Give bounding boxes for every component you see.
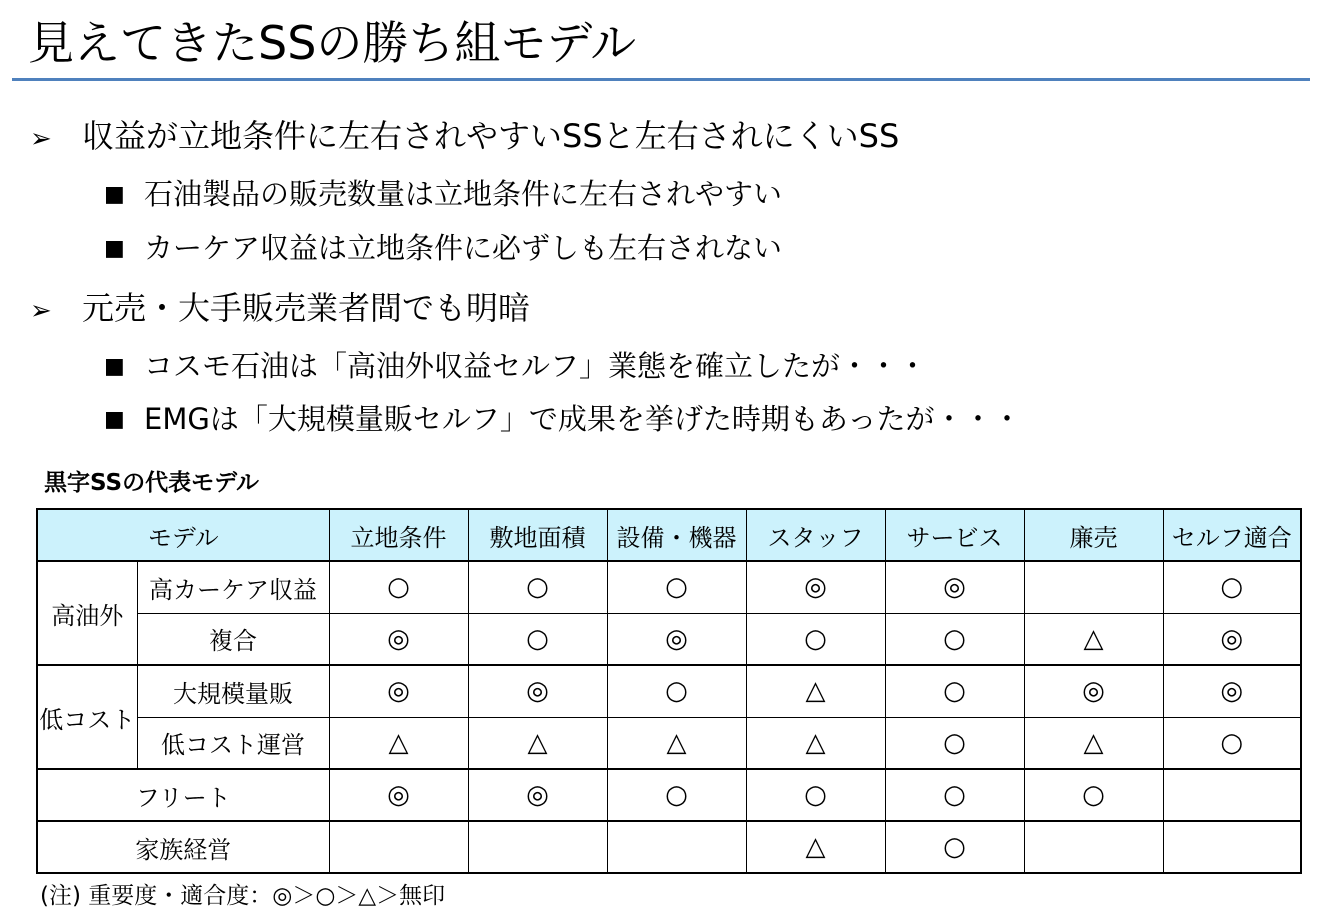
table-cell: [1163, 821, 1301, 873]
bullet-1: [30, 116, 899, 159]
bullet-1-2: [104, 229, 782, 268]
table-row: [37, 665, 1301, 717]
table-cell: [329, 821, 468, 873]
square-bullet-icon: ■: [104, 354, 125, 379]
table-cell: ○: [746, 769, 885, 821]
table-cell: ◎: [329, 665, 468, 717]
bullet-2-2-text: EMGは「大規模量販セルフ」で成果を挙げた時期もあったが・・・: [144, 402, 1022, 436]
table-cell: [468, 821, 607, 873]
table-header-row: [37, 509, 1301, 561]
table-cell: ○: [885, 769, 1024, 821]
table-cell: ○: [607, 665, 746, 717]
table-cell: ◎: [329, 769, 468, 821]
table-cell: ○: [1163, 561, 1301, 613]
header-service: サービス: [885, 509, 1024, 561]
table-cell: ○: [468, 613, 607, 665]
table-cell: △: [746, 665, 885, 717]
table-cell: ◎: [1024, 665, 1163, 717]
table-cell: ◎: [1163, 613, 1301, 665]
table-cell: ○: [468, 561, 607, 613]
table-cell: ◎: [329, 613, 468, 665]
header-discount: 廉売: [1024, 509, 1163, 561]
table-row: [37, 769, 1301, 821]
table-row: [37, 613, 1301, 665]
table-cell: [1024, 821, 1163, 873]
header-staff: スタッフ: [746, 509, 885, 561]
square-bullet-icon: ■: [104, 236, 125, 261]
arrow-bullet-icon: ➢: [30, 124, 52, 154]
bullet-2-2: [104, 400, 1022, 439]
table-caption: 黒字SSの代表モデル: [44, 470, 259, 496]
row-label: 低コスト運営: [137, 717, 329, 769]
table-cell: ○: [885, 665, 1024, 717]
bullet-2-1-text: コスモ石油は「高油外収益セルフ」業態を確立したが・・・: [144, 349, 928, 383]
arrow-bullet-icon: ➢: [30, 296, 52, 326]
bullet-2-text: 元売・大手販売業者間でも明暗: [82, 289, 531, 327]
bullet-1-text: 収益が立地条件に左右されやすいSSと左右されにくいSS: [82, 117, 900, 155]
table-cell: ○: [746, 613, 885, 665]
square-bullet-icon: ■: [104, 407, 125, 432]
table-cell: △: [468, 717, 607, 769]
header-self-fit: セルフ適合: [1163, 509, 1301, 561]
table-cell: ○: [607, 561, 746, 613]
table-cell: [1024, 561, 1163, 613]
header-equipment: 設備・機器: [607, 509, 746, 561]
bullet-1-1-text: 石油製品の販売数量は立地条件に左右されやすい: [144, 177, 783, 211]
table-row: [37, 561, 1301, 613]
table-cell: △: [1024, 613, 1163, 665]
table-cell: △: [329, 717, 468, 769]
table-cell: △: [746, 821, 885, 873]
title-underline: [12, 78, 1310, 81]
table-cell: ◎: [468, 769, 607, 821]
table-cell: ◎: [1163, 665, 1301, 717]
model-matrix-table: [36, 508, 1302, 874]
table-cell: ○: [885, 613, 1024, 665]
table-cell: △: [1024, 717, 1163, 769]
table-cell: ◎: [607, 613, 746, 665]
bullet-2: [30, 288, 530, 331]
row-label: 大規模量販: [137, 665, 329, 717]
row-label: 高カーケア収益: [137, 561, 329, 613]
table-cell: ○: [607, 769, 746, 821]
bullet-1-2-text: カーケア収益は立地条件に必ずしも左右されない: [144, 231, 783, 265]
group-label-high-oil: 高油外: [37, 561, 137, 665]
table-cell: [607, 821, 746, 873]
table-cell: ◎: [746, 561, 885, 613]
table-cell: ◎: [885, 561, 1024, 613]
bullet-2-1: [104, 347, 927, 386]
slide-title: 見えてきたSSの勝ち組モデル: [28, 16, 637, 70]
legend-note: (注) 重要度・適合度：◎＞○＞△＞無印: [40, 883, 446, 909]
table-cell: ○: [885, 717, 1024, 769]
table-row: [37, 821, 1301, 873]
table-cell: △: [746, 717, 885, 769]
table-cell: △: [607, 717, 746, 769]
table-cell: ◎: [468, 665, 607, 717]
table-row: [37, 717, 1301, 769]
row-label: 家族経営: [37, 821, 329, 873]
table-cell: [1163, 769, 1301, 821]
row-label: フリート: [37, 769, 329, 821]
header-model: モデル: [37, 509, 329, 561]
header-site-area: 敷地面積: [468, 509, 607, 561]
table-cell: ○: [1024, 769, 1163, 821]
bullet-1-1: [104, 175, 782, 214]
table-cell: ○: [885, 821, 1024, 873]
header-location: 立地条件: [329, 509, 468, 561]
table-cell: ○: [329, 561, 468, 613]
table-cell: ○: [1163, 717, 1301, 769]
square-bullet-icon: ■: [104, 182, 125, 207]
row-label: 複合: [137, 613, 329, 665]
group-label-low-cost: 低コスト: [37, 665, 137, 769]
